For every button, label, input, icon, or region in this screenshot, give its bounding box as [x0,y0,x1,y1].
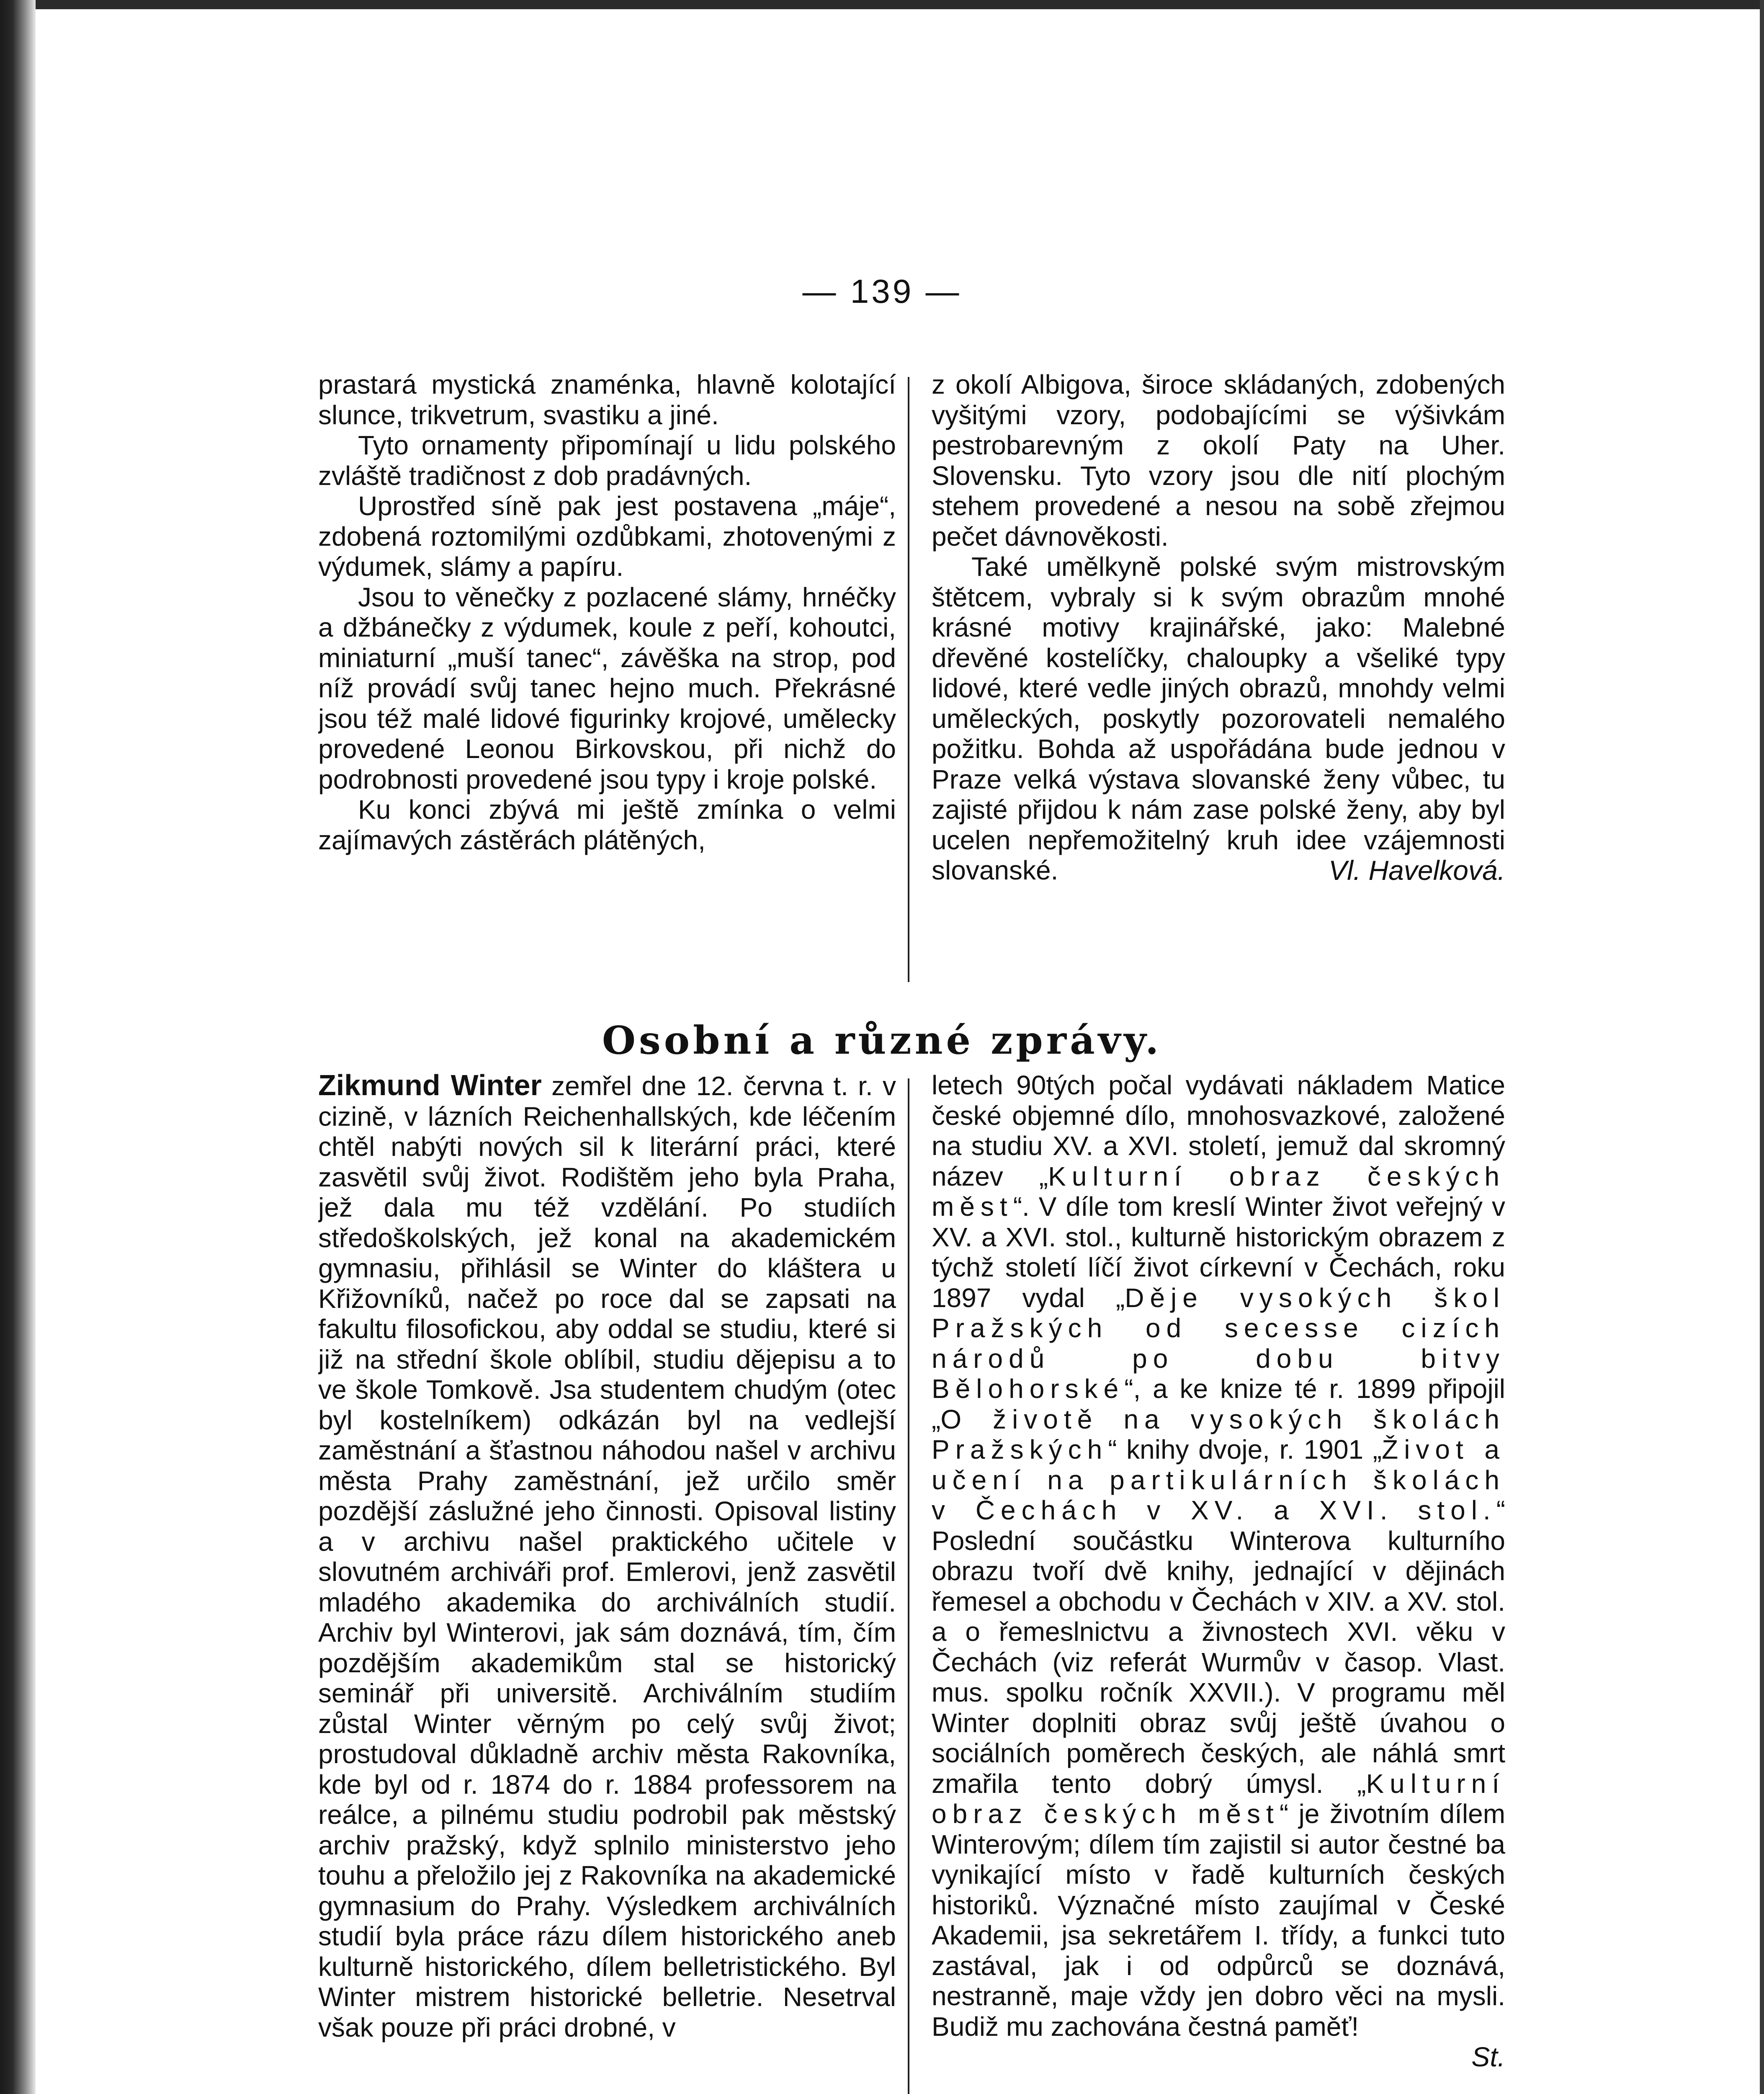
paragraph-text: “ je životním dílem Winterovým; dílem tím zajistil si autor čestné ba vynikající místo v řadě kulturních českých historiků. Význačné místo zaujímal v České Akademii, jsa sekretářem I. třídy, a funkci tuto zastával, jak i od odpůrců se doznává, nestranně, maje vždy jen dobro věci na mysli. Budiž mu zachována čestná paměť! [932,1799,1505,2042]
article-top-left-column [318,369,896,985]
author-signature: Vl. Havelková. [1329,855,1505,886]
book-title: Děje vysokých škol Pražských od secesse cizích národů po dobu bitvy Bělohorské [932,1282,1505,1404]
paragraph: z okolí Albigova, široce skládaných, zdobených vyšitými vzory, podobajícími se výšivkám pestrobarevným z okolí Paty na Uher. Slovensku. Tyto vzory jsou dle nití plochým stehem provedené a nesou na sobě zřejmou pečet dávnověkosti. [932,369,1505,552]
scan-border-top [0,0,1764,9]
paragraph: Uprostřed síně pak jest postavena „máje“, zdobená roztomilými ozdůbkami, zhotovenými z výdumek, slámy a papíru. [318,491,896,582]
paragraph-text: letech 90tých počal vydávati nákladem Matice české objemné dílo, mnohosvazkové, založené na studiu XV. a XVI. století, jemuž dal skromný název „ [932,1070,1505,1191]
paragraph [318,1070,896,2042]
paragraph: Tyto ornamenty připomínají u lidu polského zvláště tradičnost z dob pradávných. [318,430,896,491]
article-top-right-column [932,369,1505,985]
book-title: O životě na vysokých školách Pražských [932,1404,1505,1465]
paragraph [932,1070,1505,2042]
paragraph-text: “, a ke knize té r. 1899 připojil „ [932,1374,1505,1434]
paragraph [932,552,1505,886]
paragraph-text: Také umělkyně polské svým mistrovským štětcem, vybraly si k svým obrazům mnohé krásné motivy krajinářské, jako: Malebné dřevěné kostelíčky, chaloupky a všeliké typy lidové, které vedle jiných obrazů, mnohdy velmi uměleckých, poskytly pozorovateli nemalého požitku. Bohda až uspořádána bude jednou v Praze velká výstava slovanské ženy vůbec, tu zajisté přijdou k nám zase polské ženy, aby byl ucelen nepřemožitelný kruh idee vzájemnosti slovanské. [932,552,1505,885]
paragraph-text: zemřel dne 12. června t. r. v cizině, v lázních Reichenhallských, kde léčením chtěl nabýti nových sil k literární práci, které zasvětil svůj život. Rodištěm jeho byla Praha, jež dala mu též vzdělání. Po studiích středoškolských, jež konal na akademickém gymnasiu, přihlásil se Winter do kláštera u Křižovníků, načež po roce dal se zapsati na fakultu filosofickou, aby oddal se studiu, které si již na střední škole oblíbil, studiu dějepisu a to ve škole Tomkově. Jsa studentem chudým (otec byl kostelníkem) odkázán byl na vedlejší zaměstnání a šťastnou náhodou našel v archivu města Prahy zaměstnání, jež určilo směr pozdější záslužné jeho činnosti. Opisoval listiny a v archivu našel praktického učitele v slovutném archiváři prof. Emlerovi, jenž zasvětil mladého akademika do archiválních studií. Archiv byl Winterovi, jak sám doznává, tím, čím pozdějším akademikům stal se historický seminář při universitě. Archiválním studiím zůstal Winter věrným po celý svůj život; prostudoval důkladně archiv města Rakovníka, kde byl od r. 1874 do r. 1884 professorem na reálce, a pilnému studiu podrobil pak městský archiv pražský, když splnilo ministerstvo jeho touhu a přeložilo jej z Rakovníka na akademické gymnasium do Prahy. Výsledkem archiválních studií byla práce rázu dílem historického aneb kulturně historického, dílem belletristického. Byl Winter mistrem historické belletrie. Nesetrval však pouze při práci drobné, v [318,1071,896,2042]
paragraph-text: “ Poslední součástku Winterova kulturního obrazu tvoří dvě knihy, jednající v dějinách řemesel a obchodu v Čechách v XIV. a XV. stol. a o řemeslnictvu a živnostech XVI. věku v Čechách (viz referát Wurmův v časop. Vlast. mus. spolku ročník XXVII.). V programu měl Winter doplniti obraz svůj ještě úvahou o sociálních poměrech českých, ale náhlá smrt zmařila tento dobrý úmysl. „ [932,1495,1505,1799]
author-signature: St. [1471,2041,1505,2072]
page-number: — 139 — [802,273,962,310]
column-divider [908,377,909,982]
paragraph-text: “. V díle tom kreslí Winter život veřejný v XV. a XVI. stol., kulturně historickým obrazem z týchž století líčí život církevní v Čechách, roku 1897 vydal „ [932,1191,1505,1313]
article-bottom-left-column [318,1070,896,2094]
book-title: Život a učení na partikulárních školách v Čechách v XV. a XVI. stol. [932,1434,1505,1525]
section-heading: Osobní a různé zprávy. [602,1018,1162,1063]
lead-name: Zikmund Winter [318,1070,542,1101]
paragraph-text: “ knihy dvoje, r. 1901 „ [1108,1434,1382,1465]
paragraph: Ku konci zbývá mi ještě zmínka o velmi zajímavých zástěrách plátěných, [318,794,896,855]
paragraph: prastará mystická znaménka, hlavně kolotající slunce, trikvetrum, svastiku a jiné. [318,369,896,430]
book-title: Kulturní obraz českých měst [932,1768,1505,1829]
paragraph: Jsou to věnečky z pozlacené slámy, hrnéčky a džbánečky z výdumek, koule z peří, kohoutci, miniaturní „muší tanec“, závěška na strop, pod níž provádí svůj tanec hejno much. Překrásné jsou též malé lidové figurinky krojové, umělecky provedené Leonou Birkovskou, při nichž do podrobnosti provedené jsou typy i kroje polské. [318,582,896,794]
column-divider [908,1078,909,2094]
book-title: Kulturní obraz českých měst [932,1161,1505,1222]
article-bottom-right-column [932,1070,1505,2094]
